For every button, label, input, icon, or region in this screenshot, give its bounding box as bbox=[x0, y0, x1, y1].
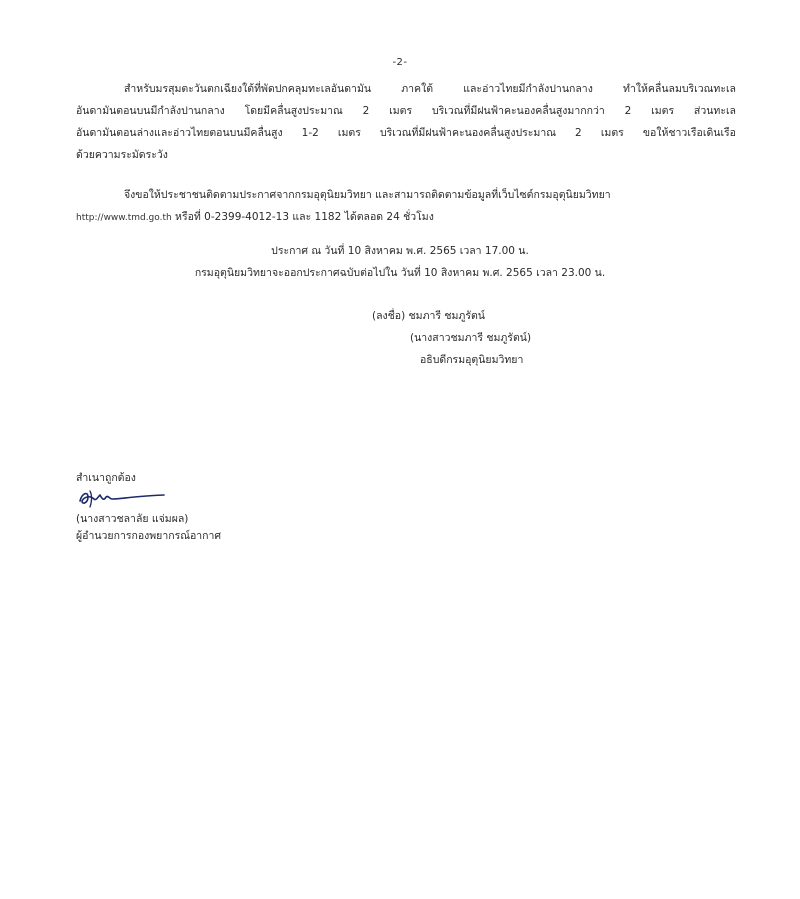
announcement-block bbox=[0, 240, 800, 284]
announcement-issued: ประกาศ ณ วันที่ 10 สิงหาคม พ.ศ. 2565 เวลา 17.00 น. bbox=[271, 245, 529, 257]
signatory-block bbox=[372, 305, 531, 371]
paragraph-line: ด้วยความระมัดระวัง bbox=[76, 149, 168, 161]
signatory-full-name: (นางสาวชมภารี ชมภูรัตน์) bbox=[410, 332, 532, 344]
handwritten-signature-icon bbox=[76, 487, 176, 509]
paragraph-line: สำหรับมรสุมตะวันตกเฉียงใต้ที่พัดปกคลุมทะเลอันดามัน ภาคใต้ และอ่าวไทยมีกำลังปานกลาง ทำให้คลื่นลมบริเวณทะเล bbox=[124, 83, 736, 95]
certified-copy-block bbox=[76, 470, 221, 545]
announcement-next: กรมอุตุนิยมวิทยาจะออกประกาศฉบับต่อไปใน วันที่ 10 สิงหาคม พ.ศ. 2565 เวลา 23.00 น. bbox=[194, 267, 606, 279]
contact-phone-text: หรือที่ 0-2399-4012-13 และ 1182 ได้ตลอด 24 ชั่วโมง bbox=[171, 211, 434, 223]
website-url: http://www.tmd.go.th bbox=[76, 213, 172, 223]
paragraph-line-contact bbox=[76, 206, 736, 229]
certified-copy-position: ผู้อำนวยการกองพยากรณ์อากาศ bbox=[76, 530, 222, 542]
paragraph-line: อันดามันตอนล่างและอ่าวไทยตอนบนมีคลื่นสูง 1-2 เมตร บริเวณที่มีฝนฟ้าคะนองคลื่นสูงประมาณ 2 เมตร ขอให้ชาวเรือเดินเรือ bbox=[76, 127, 736, 139]
signatory-signed: (ลงชื่อ) ชมภารี ชมภูรัตน์ bbox=[372, 310, 485, 322]
certified-copy-heading: สำเนาถูกต้อง bbox=[76, 472, 136, 484]
paragraph-follow-updates bbox=[76, 184, 736, 229]
paragraph-line: จึงขอให้ประชาชนติดตามประกาศจากกรมอุตุนิยมวิทยา และสามารถติดตามข้อมูลที่เว็บไซต์กรมอุตุนิยมวิทยา bbox=[124, 189, 611, 201]
paragraph-wave-warning bbox=[76, 78, 736, 166]
signatory-position: อธิบดีกรมอุตุนิยมวิทยา bbox=[420, 354, 524, 366]
certified-copy-name: (นางสาวชลาลัย แจ่มผล) bbox=[76, 513, 189, 525]
paragraph-line: อันดามันตอนบนมีกำลังปานกลาง โดยมีคลื่นสูงประมาณ 2 เมตร บริเวณที่มีฝนฟ้าคะนองคลื่นสูงมากกว่า 2 เมตร ส่วนทะเล bbox=[76, 105, 736, 117]
page-number: -2- bbox=[392, 57, 408, 68]
